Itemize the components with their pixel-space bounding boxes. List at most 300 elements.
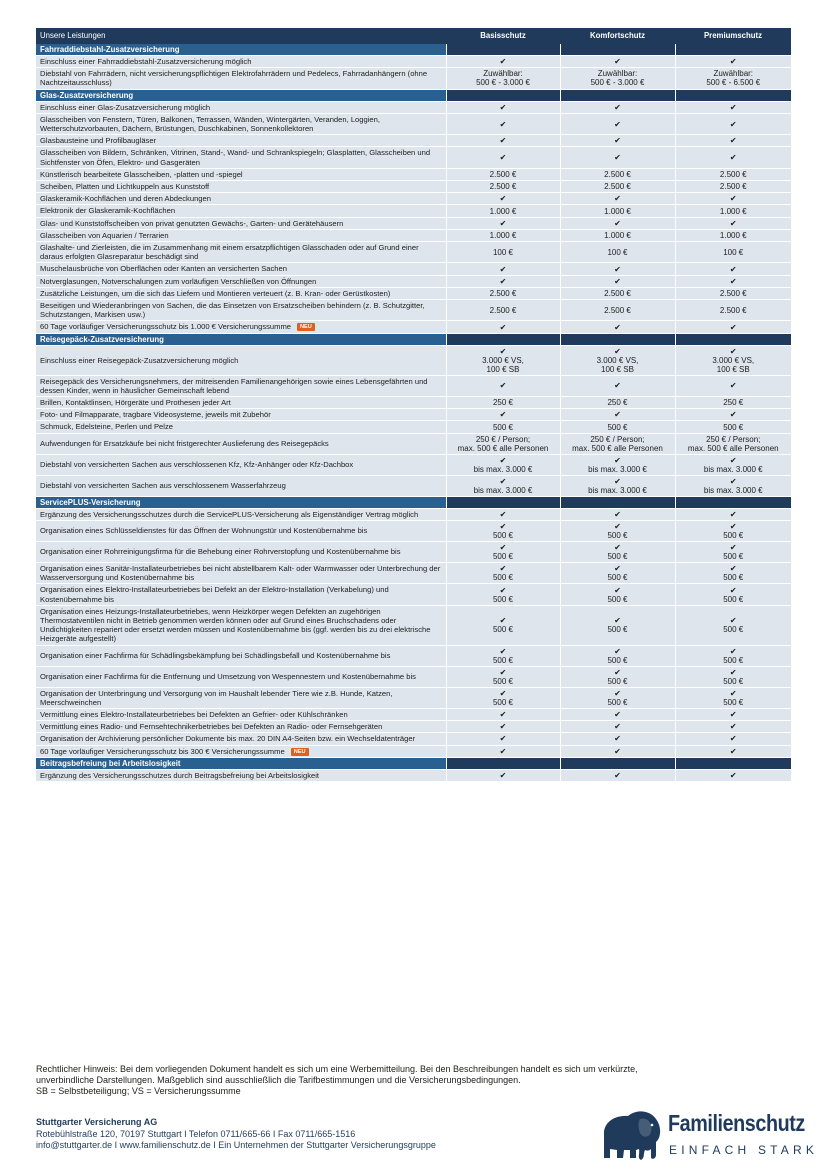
row-label-text: Einschluss einer Fahrraddiebstahl-Zusatzversicherung möglich [40, 57, 252, 66]
cell-basisschutz [446, 745, 560, 757]
check-icon: ✔ [729, 509, 737, 519]
check-icon: ✔ [729, 616, 737, 626]
check-icon: ✔ [729, 542, 737, 552]
check-icon: ✔ [499, 616, 507, 626]
row-label [36, 769, 446, 781]
cell-premiumschutz [675, 321, 791, 333]
cell-value: 100 € [492, 247, 514, 257]
abbreviation-legend: SB = Selbstbeteiligung; VS = Versicherungssumme [36, 1086, 241, 1096]
check-icon: ✔ [614, 722, 621, 732]
row-label [36, 229, 446, 241]
table-row [36, 113, 791, 134]
cell-value: 100 € [723, 247, 744, 257]
row-label-text: Glasbausteine und Profilbaugläser [40, 136, 157, 146]
row-label-text: Glas- und Kunststoffscheiben von privat genutzten Gewächs-, Garten- und Gerätehäusern [40, 218, 344, 228]
check-icon: ✔ [614, 710, 621, 720]
row-label [36, 745, 446, 757]
check-icon: ✔ [729, 381, 737, 391]
table-row [36, 56, 791, 68]
cell-basisschutz [446, 433, 560, 454]
familienschutz-logo [596, 1105, 819, 1161]
cell-value: 500 € - 3.000 € [590, 78, 645, 88]
check-icon: ✔ [499, 509, 507, 519]
cell-value: max. 500 € alle Personen [687, 443, 779, 453]
cell-komfortschutz [560, 345, 675, 375]
check-icon: ✔ [499, 276, 507, 286]
check-icon: ✔ [729, 410, 737, 420]
check-icon: ✔ [614, 688, 621, 698]
row-label-text: Glasscheiben von Fenstern, Türen, Balkonen, Terrassen, Wänden, Wintergärten, Veranden, Loggien, Wetterschutzvorbauten, Dächern, Brüstungen, Duschkabinen, Sonnenkollektoren [40, 114, 380, 134]
cell-basisschutz [446, 375, 560, 396]
cell-premiumschutz [675, 745, 791, 757]
cell-value: 2.500 € [604, 305, 631, 315]
table-row [36, 168, 791, 180]
cell-value: 500 € [607, 594, 628, 604]
cell-komfortschutz [560, 721, 675, 733]
check-icon: ✔ [499, 476, 507, 486]
check-icon: ✔ [729, 646, 737, 656]
cell-value: 1.000 € [719, 206, 747, 216]
cell-value: 250 € [492, 398, 514, 408]
check-icon: ✔ [499, 542, 507, 552]
cell-value: 500 € [723, 676, 744, 686]
cell-komfortschutz [560, 68, 675, 89]
check-icon: ✔ [499, 410, 507, 420]
row-label [36, 666, 446, 687]
cell-basisschutz [446, 287, 560, 299]
cell-basisschutz [446, 263, 560, 275]
cell-basisschutz [446, 721, 560, 733]
table-row [36, 287, 791, 299]
check-icon: ✔ [614, 734, 621, 744]
row-label-text: Aufwendungen für Ersatzkäufe bei nicht fristgerechter Auslieferung des Reisegepäcks [40, 439, 329, 449]
section-header-cell [560, 757, 675, 769]
cell-value: bis max. 3.000 € [703, 464, 763, 474]
cell-value: 3.000 € VS, [482, 355, 524, 365]
check-icon: ✔ [499, 710, 507, 720]
section-title: Fahrraddiebstahl-Zusatzversicherung [36, 44, 446, 56]
cell-value: 100 € SB [601, 364, 634, 374]
cell-premiumschutz [675, 541, 791, 562]
document [36, 28, 791, 782]
row-label [36, 508, 446, 520]
row-label [36, 520, 446, 541]
section-header-cell [675, 89, 791, 101]
cell-value: 500 € [607, 530, 628, 540]
table-row [36, 275, 791, 287]
section-title: Reisegepäck-Zusatzversicherung [36, 333, 446, 345]
check-icon: ✔ [729, 102, 737, 112]
cell-komfortschutz [560, 508, 675, 520]
cell-premiumschutz [675, 508, 791, 520]
row-label [36, 454, 446, 475]
row-label [36, 409, 446, 421]
row-label-text: Organisation eines Sanitär-Installateurbetriebes bei nicht abstellbarem Kalt- oder Warmwasser oder Unterbrechung der Wasserversorgung und Kostenübernahme bis [40, 563, 441, 583]
cell-value: 250 € / Person; [590, 434, 645, 444]
cell-komfortschutz [560, 520, 675, 541]
cell-komfortschutz [560, 733, 675, 745]
row-label-text: Beseitigen und Wiederanbringen von Sachen, die das Einsetzen von Ersatzscheiben behindern (z. B. Schutzgitter, Schutzstangen, Markisen usw.) [40, 301, 425, 320]
section-header-cell [675, 757, 791, 769]
cell-basisschutz [446, 101, 560, 113]
section-header [36, 757, 791, 769]
check-icon: ✔ [729, 688, 737, 698]
cell-premiumschutz [675, 475, 791, 496]
cell-basisschutz [446, 217, 560, 229]
cell-basisschutz [446, 275, 560, 287]
section-header-cell [446, 496, 560, 508]
check-icon: ✔ [499, 264, 507, 274]
cell-komfortschutz [560, 263, 675, 275]
section-title: Glas-Zusatzversicherung [36, 89, 446, 101]
cell-basisschutz [446, 562, 560, 583]
table-row [36, 454, 791, 475]
check-icon: ✔ [499, 57, 507, 67]
table-row [36, 229, 791, 241]
row-label [36, 562, 446, 583]
cell-premiumschutz [675, 454, 791, 475]
cell-basisschutz [446, 147, 560, 168]
cell-basisschutz [446, 733, 560, 745]
cell-premiumschutz [675, 275, 791, 287]
cell-komfortschutz [560, 217, 675, 229]
cell-value: 500 € [492, 655, 514, 665]
benefits-table [36, 28, 791, 782]
table-header-row [36, 28, 791, 44]
table-row [36, 263, 791, 275]
row-label-text: Künstlerisch bearbeitete Glasscheiben, -platten und -spiegel [40, 169, 243, 179]
row-label-text: Einschluss einer Glas-Zusatzversicherung möglich [40, 102, 211, 112]
cell-value: bis max. 3.000 € [473, 464, 533, 474]
cell-komfortschutz [560, 541, 675, 562]
cell-komfortschutz [560, 56, 675, 68]
cell-premiumschutz [675, 584, 791, 605]
cell-value: 500 € [607, 676, 628, 686]
cell-value: max. 500 € alle Personen [572, 443, 663, 453]
row-label-text: Foto- und Filmapparate, tragbare Videosysteme, jeweils mit Zubehör [40, 410, 271, 420]
row-label-text: Diebstahl von Fahrrädern, nicht versicherungspflichtigen Elektrofahrrädern und Pedelecs, Fahrradanhängern (ohne Nachtzeitausschluss) [40, 69, 428, 88]
cell-basisschutz [446, 168, 560, 180]
cell-value: 500 € [723, 551, 744, 561]
table-row [36, 300, 791, 321]
check-icon: ✔ [614, 57, 621, 67]
row-label-text: Schmuck, Edelsteine, Perlen und Pelze [40, 422, 173, 432]
cell-komfortschutz [560, 375, 675, 396]
cell-basisschutz [446, 113, 560, 134]
cell-basisschutz [446, 541, 560, 562]
cell-value: 500 € [723, 573, 744, 583]
cell-komfortschutz [560, 666, 675, 687]
cell-value: 500 € [492, 530, 514, 540]
check-icon: ✔ [499, 119, 507, 129]
row-label [36, 287, 446, 299]
row-label [36, 275, 446, 287]
check-icon: ✔ [614, 646, 621, 656]
table-row [36, 181, 791, 193]
cell-value: 500 € - 6.500 € [706, 78, 761, 88]
row-label [36, 321, 446, 333]
cell-basisschutz [446, 397, 560, 409]
cell-value: 2.500 € [604, 288, 631, 298]
check-icon: ✔ [614, 509, 621, 519]
table-row [36, 409, 791, 421]
row-label-text: Organisation einer Fachfirma für Schädlingsbekämpfung bei Schädlingsbefall und Kostenübernahme bis [40, 650, 391, 660]
cell-komfortschutz [560, 708, 675, 720]
cell-value: 500 € [723, 422, 744, 432]
check-icon: ✔ [729, 119, 737, 129]
cell-komfortschutz [560, 769, 675, 781]
cell-komfortschutz [560, 562, 675, 583]
cell-value: 500 € [492, 697, 514, 707]
row-label-text: Organisation der Unterbringung und Versorgung von im Haushalt lebender Tiere wie z.B. Hunde, Katzen, Meerschweinchen [40, 688, 393, 707]
cell-value: max. 500 € alle Personen [457, 443, 549, 453]
check-icon: ✔ [499, 646, 507, 656]
cell-premiumschutz [675, 397, 791, 409]
row-label [36, 605, 446, 645]
check-icon: ✔ [729, 667, 737, 677]
section-header [36, 333, 791, 345]
row-label [36, 263, 446, 275]
cell-premiumschutz [675, 242, 791, 263]
row-label-text: Diebstahl von versicherten Sachen aus verschlossenen Kfz, Kfz-Anhänger oder Kfz-Dachbox [40, 460, 354, 470]
cell-premiumschutz [675, 421, 791, 433]
cell-premiumschutz [675, 733, 791, 745]
check-icon: ✔ [729, 136, 737, 146]
check-icon: ✔ [614, 542, 621, 552]
cell-komfortschutz [560, 409, 675, 421]
row-label [36, 541, 446, 562]
cell-value: 500 € [723, 655, 744, 665]
cell-value: 1.000 € [489, 206, 517, 216]
row-label-text: Scheiben, Platten und Lichtkuppeln aus Kunststoff [40, 182, 210, 192]
row-label-text: 60 Tage vorläufiger Versicherungsschutz bis 1.000 € Versicherungssumme [40, 322, 292, 332]
cell-premiumschutz [675, 135, 791, 147]
check-icon: ✔ [614, 667, 621, 677]
check-icon: ✔ [614, 102, 621, 112]
table-row [36, 541, 791, 562]
check-icon: ✔ [614, 119, 621, 129]
row-label [36, 135, 446, 147]
cell-value: 3.000 € VS, [712, 355, 755, 365]
check-icon: ✔ [729, 770, 737, 780]
cell-value: 250 € [723, 398, 744, 408]
cell-premiumschutz [675, 205, 791, 217]
row-label [36, 205, 446, 217]
cell-premiumschutz [675, 605, 791, 645]
cell-komfortschutz [560, 181, 675, 193]
row-label [36, 645, 446, 666]
row-label-text: Glasscheiben von Bildern, Schränken, Vitrinen, Stand-, Wand- und Schrankspiegeln; Glasplatten, Glasscheiben und Sichtfenster von Öfen, Elektro- und Gasgeräten [40, 148, 431, 167]
check-icon: ✔ [614, 276, 621, 286]
column-header-leistungen: Unsere Leistungen [36, 28, 446, 44]
table-row [36, 375, 791, 396]
row-label [36, 193, 446, 205]
cell-basisschutz [446, 409, 560, 421]
row-label [36, 687, 446, 708]
row-label-text: Ergänzung des Versicherungsschutzes durch Beitragsbefreiung bei Arbeitslosigkeit [40, 770, 320, 780]
row-label-text: Elektronik der Glaskeramik-Kochflächen [40, 206, 176, 216]
check-icon: ✔ [499, 734, 507, 744]
check-icon: ✔ [614, 476, 621, 486]
cell-value: Zuwählbar: [597, 69, 638, 79]
check-icon: ✔ [614, 770, 621, 780]
cell-premiumschutz [675, 520, 791, 541]
cell-premiumschutz [675, 769, 791, 781]
cell-basisschutz [446, 181, 560, 193]
row-label-text: Organisation einer Rohrreinigungsfirma für die Behebung einer Rohrverstopfung und Kostenübernahme bis [40, 547, 401, 557]
cell-basisschutz [446, 229, 560, 241]
cell-komfortschutz [560, 687, 675, 708]
cell-komfortschutz [560, 645, 675, 666]
cell-value: 100 € SB [486, 364, 520, 374]
check-icon: ✔ [614, 381, 621, 391]
cell-value: 500 € [607, 625, 628, 635]
cell-value: Zuwählbar: [713, 69, 754, 79]
check-icon: ✔ [729, 57, 737, 67]
cell-komfortschutz [560, 193, 675, 205]
cell-value: bis max. 3.000 € [473, 485, 533, 495]
check-icon: ✔ [614, 153, 621, 163]
cell-basisschutz [446, 68, 560, 89]
table-row [36, 345, 791, 375]
section-header-cell [446, 89, 560, 101]
row-label [36, 584, 446, 605]
cell-value: Zuwählbar: [483, 69, 523, 79]
cell-komfortschutz [560, 205, 675, 217]
row-label [36, 56, 446, 68]
check-icon: ✔ [614, 264, 621, 274]
cell-basisschutz [446, 645, 560, 666]
cell-value: bis max. 3.000 € [703, 485, 763, 495]
table-row [36, 508, 791, 520]
column-header-basisschutz: Basisschutz [446, 28, 560, 44]
cell-value: 500 € [492, 625, 514, 635]
table-row [36, 708, 791, 720]
cell-komfortschutz [560, 421, 675, 433]
check-icon: ✔ [499, 564, 507, 574]
cell-basisschutz [446, 205, 560, 217]
table-row [36, 433, 791, 454]
table-row [36, 193, 791, 205]
cell-value: 2.500 € [719, 182, 747, 192]
section-header-cell [560, 44, 675, 56]
cell-value: 500 € - 3.000 € [476, 78, 530, 88]
cell-basisschutz [446, 666, 560, 687]
cell-premiumschutz [675, 168, 791, 180]
check-icon: ✔ [729, 734, 737, 744]
section-header-cell [446, 333, 560, 345]
cell-value: 250 € [607, 398, 628, 408]
check-icon: ✔ [499, 746, 507, 756]
section-header-cell [560, 496, 675, 508]
cell-basisschutz [446, 584, 560, 605]
section-header-cell [675, 44, 791, 56]
column-header-premiumschutz: Premiumschutz [675, 28, 791, 44]
row-label [36, 708, 446, 720]
check-icon: ✔ [614, 455, 621, 465]
cell-value: 250 € / Person; [706, 434, 761, 444]
table-row [36, 687, 791, 708]
row-label-text: Glashalte- und Zierleisten, die im Zusammenhang mit einem ersatzpflichtigen Glasschaden oder auf Grund einer daraus erfolgten Glasreparatur beschädigt sind [40, 243, 419, 262]
table-row [36, 147, 791, 168]
cell-basisschutz [446, 321, 560, 333]
table-row [36, 745, 791, 757]
check-icon: ✔ [499, 194, 507, 204]
table-row [36, 321, 791, 333]
cell-value: 3.000 € VS, [596, 355, 639, 365]
row-label [36, 421, 446, 433]
row-label-text: Glaskeramik-Kochflächen und deren Abdeckungen [40, 194, 211, 204]
check-icon: ✔ [614, 194, 621, 204]
column-header-komfortschutz: Komfortschutz [560, 28, 675, 44]
cell-premiumschutz [675, 113, 791, 134]
cell-value: 1.000 € [719, 230, 747, 240]
cell-value: 1.000 € [489, 230, 517, 240]
section-header [36, 89, 791, 101]
cell-komfortschutz [560, 300, 675, 321]
table-row [36, 721, 791, 733]
cell-value: 500 € [723, 697, 744, 707]
section-header-cell [446, 44, 560, 56]
check-icon: ✔ [499, 585, 507, 595]
check-icon: ✔ [729, 276, 737, 286]
cell-basisschutz [446, 475, 560, 496]
table-row [36, 733, 791, 745]
section-title: ServicePLUS-Versicherung [36, 496, 446, 508]
table-row [36, 135, 791, 147]
cell-basisschutz [446, 421, 560, 433]
table-row [36, 562, 791, 583]
check-icon: ✔ [729, 322, 737, 332]
table-row [36, 645, 791, 666]
check-icon: ✔ [729, 218, 737, 228]
cell-komfortschutz [560, 745, 675, 757]
check-icon: ✔ [729, 746, 737, 756]
cell-premiumschutz [675, 562, 791, 583]
cell-premiumschutz [675, 645, 791, 666]
logo-tagline: EINFACH STARK [669, 1143, 819, 1157]
row-label-text: Einschluss einer Reisegepäck-Zusatzversicherung möglich [40, 355, 239, 365]
check-icon: ✔ [499, 667, 507, 677]
check-icon: ✔ [499, 102, 507, 112]
table-row [36, 475, 791, 496]
cell-value: 500 € [723, 594, 744, 604]
cell-value: 1.000 € [604, 230, 631, 240]
elephant-icon [596, 1105, 666, 1161]
check-icon: ✔ [614, 746, 621, 756]
row-label-text: Organisation einer Fachfirma für die Entfernung und Umsetzung von Wespennestern und Kostenübernahme bis [40, 671, 416, 681]
cell-value: 2.500 € [604, 182, 631, 192]
row-label [36, 181, 446, 193]
check-icon: ✔ [614, 136, 621, 146]
row-label-text: Brillen, Kontaktlinsen, Hörgeräte und Prothesen jeder Art [40, 398, 231, 408]
section-header-cell [560, 333, 675, 345]
table-body [36, 44, 791, 781]
check-icon: ✔ [729, 153, 737, 163]
row-label [36, 433, 446, 454]
cell-komfortschutz [560, 101, 675, 113]
check-icon: ✔ [499, 322, 507, 332]
cell-basisschutz [446, 345, 560, 375]
section-title: Beitragsbefreiung bei Arbeitslosigkeit [36, 757, 446, 769]
check-icon: ✔ [499, 153, 507, 163]
cell-basisschutz [446, 769, 560, 781]
cell-komfortschutz [560, 168, 675, 180]
cell-basisschutz [446, 508, 560, 520]
cell-basisschutz [446, 520, 560, 541]
cell-premiumschutz [675, 375, 791, 396]
check-icon: ✔ [729, 585, 737, 595]
